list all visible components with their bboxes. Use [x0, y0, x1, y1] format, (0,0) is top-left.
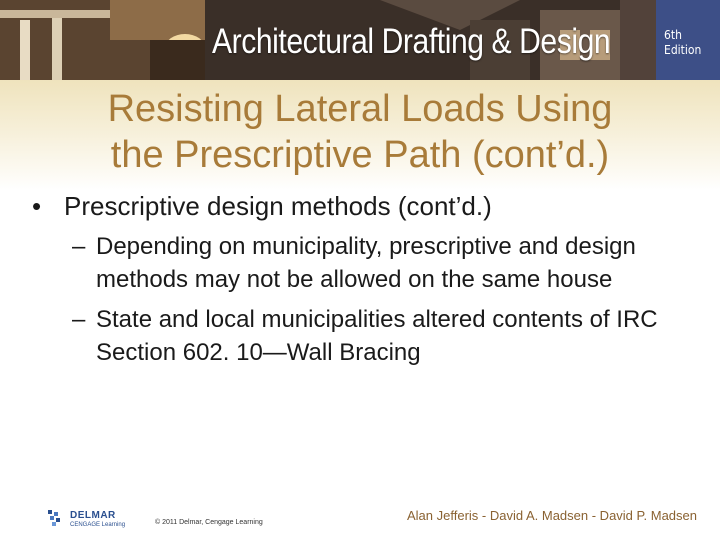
- slide-title: [0, 86, 720, 178]
- slide-title-line-2: the Prescriptive Path (cont’d.): [110, 134, 610, 176]
- author-credits: Alan Jefferis - David A. Madsen - David P. Madsen: [407, 508, 697, 523]
- edition-word: Edition: [664, 43, 702, 57]
- sub-bullet-list: [72, 230, 692, 376]
- bullet-marker: •: [32, 191, 42, 221]
- sub-bullet-item: [72, 230, 692, 296]
- publisher-subtitle: CENGAGE Learning: [70, 522, 126, 528]
- publisher-name: DELMAR: [70, 510, 116, 521]
- delmar-logo-icon: [48, 510, 64, 526]
- sub-bullet-marker: –: [72, 233, 86, 260]
- bullet-text: Prescriptive design methods (cont’d.): [64, 191, 492, 221]
- slide-title-line-1: Resisting Lateral Loads Using: [107, 88, 613, 130]
- sub-bullet-item: [72, 303, 692, 369]
- edition-badge: [656, 0, 720, 80]
- copyright-notice: © 2011 Delmar, Cengage Learning: [155, 519, 263, 526]
- sub-bullet-text: State and local municipalities altered contents of IRC Section 602. 10—Wall Bracing: [96, 306, 658, 366]
- book-title: Architectural Drafting & Design: [212, 22, 611, 61]
- bullet-item: [32, 190, 692, 222]
- publisher-logo: [48, 508, 140, 532]
- edition-number: 6th: [664, 28, 682, 42]
- header-banner: [0, 0, 720, 80]
- sub-bullet-text: Depending on municipality, prescriptive and design methods may not be allowed on the same house: [96, 233, 636, 293]
- sub-bullet-marker: –: [72, 306, 86, 333]
